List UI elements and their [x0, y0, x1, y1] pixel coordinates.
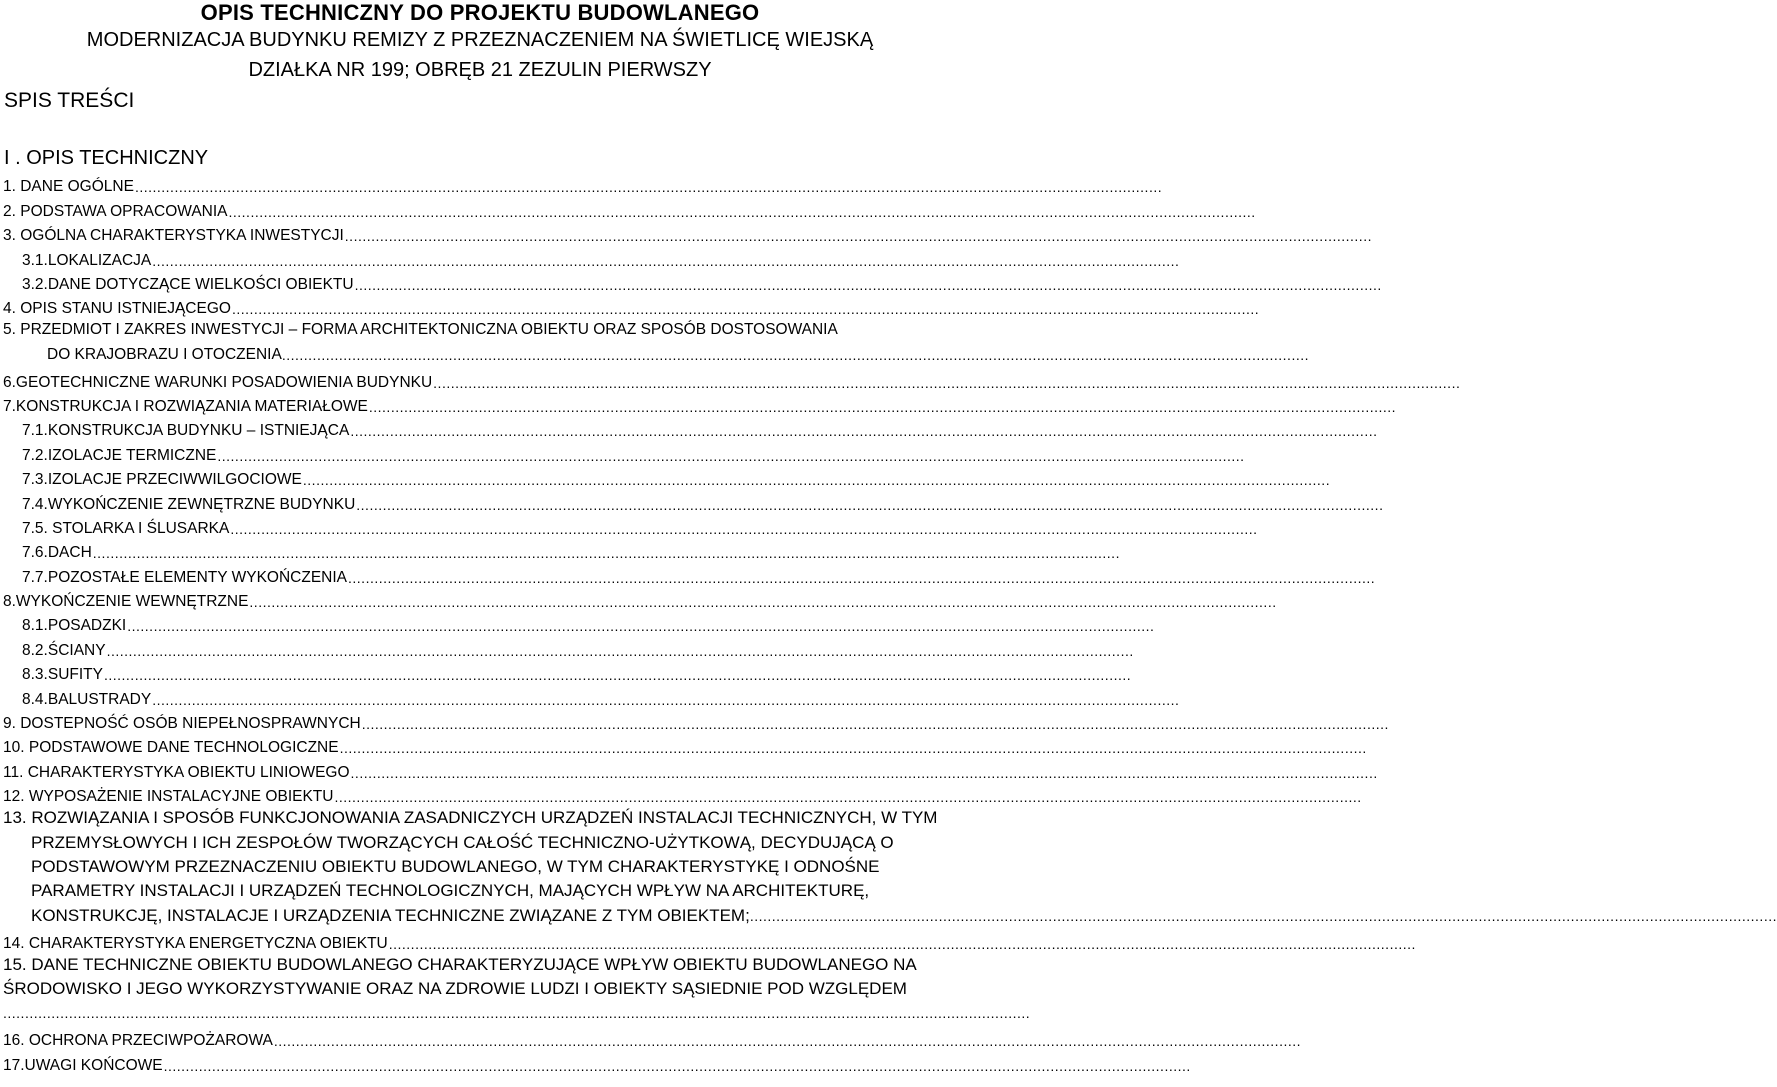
toc-leader-dots: .......................................................................................................................................................................................................................................... — [163, 1057, 1191, 1074]
toc-entry[interactable] — [0, 709, 1389, 733]
toc-entry-label: 1. DANE OGÓLNE — [3, 178, 134, 196]
toc-entry[interactable] — [0, 294, 1260, 318]
toc-entry[interactable] — [0, 514, 1258, 538]
toc-part-heading: I . OPIS TECHNICZNY — [4, 147, 209, 169]
toc-leader-dots: .......................................................................................................................................................................................................................................... — [749, 907, 1777, 924]
toc-entry-label: 7.7.POZOSTAŁE ELEMENTY WYKOŃCZENIA — [22, 568, 348, 586]
toc-entry-line: 15. DANE TECHNICZNE OBIEKTU BUDOWLANEGO CHARAKTERYZUJĄCE WPŁYW OBIEKTU BUDOWLANEGO NA — [3, 954, 917, 974]
toc-entry[interactable] — [0, 465, 1331, 489]
toc-leader-dots: .......................................................................................................................................................................................................................................... — [106, 642, 1134, 659]
toc-entry-label: 11. CHARAKTERYSTYKA OBIEKTU LINIOWEGO — [3, 763, 350, 781]
table-of-contents — [0, 172, 1777, 1075]
toc-heading: SPIS TREŚCI — [4, 89, 135, 112]
toc-entry[interactable] — [0, 1026, 1302, 1050]
toc-entry-label: 4. OPIS STANU ISTNIEJĄCEGO — [3, 300, 231, 318]
toc-entry[interactable] — [0, 221, 1372, 245]
toc-entry[interactable] — [0, 684, 1180, 708]
toc-leader-dots: .......................................................................................................................................................................................................................................... — [344, 228, 1372, 245]
toc-leader-dots: .......................................................................................................................................................................................................................................... — [354, 276, 1382, 293]
toc-leader-dots: .......................................................................................................................................................................................................................................... — [134, 179, 1163, 196]
toc-entry-multiline[interactable] — [0, 806, 1777, 928]
toc-leader-dots: .......................................................................................................................................................................................................................................... — [217, 447, 1245, 464]
toc-entry[interactable] — [0, 440, 1245, 464]
toc-entry-label: 8.WYKOŃCZENIE WEWNĘTRZNE — [3, 593, 249, 611]
toc-leader-dots: .......................................................................................................................................................................................................................................... — [127, 618, 1155, 635]
toc-leader-dots: .......................................................................................................................................................................................................................................... — [230, 520, 1258, 537]
toc-leader-dots: .......................................................................................................................................................................................................................................... — [152, 252, 1180, 269]
toc-leader-dots: .......................................................................................................................................................................................................................................... — [348, 569, 1376, 586]
toc-leader-dots: .......................................................................................................................................................................................................................................... — [152, 691, 1180, 708]
toc-entry-label: 7.6.DACH — [22, 544, 92, 562]
toc-entry-label: 16. OCHRONA PRZECIWPOŻAROWA — [3, 1032, 273, 1050]
toc-entry-label: 3. OGÓLNA CHARAKTERYSTYKA INWESTYCJI — [3, 227, 344, 245]
toc-entry-label: 8.3.SUFITY — [22, 666, 103, 684]
toc-entry[interactable] — [0, 538, 1120, 562]
toc-entry-line: 5. PRZEDMIOT I ZAKRES INWESTYCJI – FORMA ARCHITEKTONICZNA OBIEKTU ORAZ SPOSÓB DOSTOSOWANIA — [3, 321, 838, 339]
toc-leader-dots: .......................................................................................................................................................................................................................................... — [350, 764, 1378, 781]
toc-leader-dots: .......................................................................................................................................................................................................................................... — [228, 203, 1256, 220]
toc-entry[interactable] — [0, 392, 1397, 416]
toc-entry-label: 10. PODSTAWOWE DANE TECHNOLOGICZNE — [3, 739, 339, 757]
toc-entry-label: 17.UWAGI KOŃCOWE — [3, 1056, 163, 1074]
toc-leader-dots: .......................................................................................................................................................................................................................................... — [433, 374, 1461, 391]
toc-leader-dots: .......................................................................................................................................................................................................................................... — [368, 398, 1397, 415]
toc-entry-label: 3.1.LOKALIZACJA — [22, 251, 152, 269]
toc-leader-dots: .......................................................................................................................................................................................................................................... — [334, 789, 1362, 806]
toc-entry[interactable] — [0, 587, 1277, 611]
toc-leader-dots: .......................................................................................................................................................................................................................................... — [356, 496, 1384, 513]
toc-leader-dots: .......................................................................................................................................................................................................................................... — [92, 545, 1120, 562]
toc-entry-label: 7.2.IZOLACJE TERMICZNE — [22, 446, 217, 464]
toc-leader-dots: .......................................................................................................................................................................................................................................... — [388, 935, 1416, 952]
toc-entry[interactable] — [0, 660, 1132, 684]
toc-leader-dots: .......................................................................................................................................................................................................................................... — [302, 472, 1331, 489]
toc-entry-line: 13. ROZWIĄZANIA I SPOSÓB FUNKCJONOWANIA ZASADNICZYCH URZĄDZEŃ INSTALACJI TECHNICZNYCH, W TYM — [3, 808, 938, 828]
toc-entry[interactable] — [0, 416, 1378, 440]
document-title: OPIS TECHNICZNY DO PROJEKTU BUDOWLANEGO — [200, 0, 760, 25]
toc-entry-label: 9. DOSTEPNOŚĆ OSÓB NIEPEŁNOSPRAWNYCH — [3, 715, 361, 733]
toc-entry-label: 12. WYPOSAŻENIE INSTALACYJNE OBIEKTU — [3, 788, 334, 806]
toc-entry-line: DO KRAJOBRAZU I OTOCZENIA — [47, 345, 282, 363]
toc-entry-label: 8.2.ŚCIANY — [22, 641, 106, 659]
toc-entry-label: 14. CHARAKTERYSTYKA ENERGETYCZNA OBIEKTU — [3, 934, 388, 952]
toc-entry[interactable] — [0, 733, 1367, 757]
toc-entry[interactable] — [0, 562, 1376, 586]
toc-leader-dots: .......................................................................................................................................................................................................................................... — [361, 716, 1389, 733]
toc-entry[interactable] — [0, 1050, 1191, 1074]
toc-entry-label: 2. PODSTAWA OPRACOWANIA — [3, 202, 228, 220]
toc-leader-dots: .......................................................................................................................................................................................................................................... — [350, 423, 1378, 440]
toc-entry[interactable] — [0, 757, 1378, 781]
project-name: MODERNIZACJA BUDYNKU REMIZY Z PRZEZNACZENIEM NA ŚWIETLICĘ WIEJSKĄ — [86, 29, 874, 51]
toc-entry-label: 8.1.POSADZKI — [22, 617, 127, 635]
toc-entry-label: 3.2.DANE DOTYCZĄCE WIELKOŚCI OBIEKTU — [22, 275, 354, 293]
plot-location: DZIAŁKA NR 199; OBRĘB 21 ZEZULIN PIERWSZY — [248, 59, 712, 81]
toc-entry[interactable] — [0, 611, 1155, 635]
toc-entry[interactable] — [0, 270, 1382, 294]
toc-entry-last-line — [3, 343, 1310, 367]
toc-leader-dots: .......................................................................................................................................................................................................................................... — [339, 740, 1367, 757]
toc-entry-label: 7.KONSTRUKCJA I ROZWIĄZANIA MATERIAŁOWE — [3, 397, 368, 415]
toc-entry[interactable] — [0, 196, 1256, 220]
toc-entry[interactable] — [0, 172, 1163, 196]
toc-entry-label: 7.1.KONSTRUKCJA BUDYNKU – ISTNIEJĄCA — [22, 422, 350, 440]
toc-entry-multiline[interactable] — [0, 318, 1310, 367]
toc-entry-line: KONSTRUKCJĘ, INSTALACJE I URZĄDZENIA TECHNICZNE ZWIĄZANE Z TYM OBIEKTEM; — [31, 905, 750, 925]
toc-entry-line: ŚRODOWISKO I JEGO WYKORZYSTYWANIE ORAZ NA ZDROWIE LUDZI I OBIEKTY SĄSIEDNIE POD WZGLĘDEM — [3, 979, 907, 999]
toc-leader-dots: .......................................................................................................................................................................................................................................... — [281, 346, 1310, 363]
toc-entry[interactable] — [0, 635, 1134, 659]
toc-entry[interactable] — [0, 489, 1384, 513]
toc-entry[interactable] — [0, 928, 1416, 952]
toc-leader-dots: .......................................................................................................................................................................................................................................... — [273, 1033, 1302, 1050]
toc-leader-dots: .......................................................................................................................................................................................................................................... — [103, 667, 1132, 684]
toc-leader-dots: .......................................................................................................................................................................................................................................... — [231, 301, 1260, 318]
toc-entry[interactable] — [0, 245, 1180, 269]
toc-entry-label: 7.4.WYKOŃCZENIE ZEWNĘTRZNE BUDYNKU — [22, 495, 356, 513]
toc-entry-line: PRZEMYSŁOWYCH I ICH ZESPOŁÓW TWORZĄCYCH CAŁOŚĆ TECHNICZNO-UŻYTKOWĄ, DECYDUJĄCĄ O — [31, 832, 894, 852]
toc-entry[interactable] — [0, 782, 1362, 806]
toc-entry-label: 7.5. STOLARKA I ŚLUSARKA — [22, 519, 230, 537]
toc-entry-multiline[interactable] — [0, 953, 1031, 1026]
toc-entry-line: PARAMETRY INSTALACJI I URZĄDZEŃ TECHNOLOGICZNYCH, MAJĄCYCH WPŁYW NA ARCHITEKTURĘ, — [31, 881, 870, 901]
toc-entry-label: 7.3.IZOLACJE PRZECIWWILGOCIOWE — [22, 471, 302, 489]
toc-entry-last-line — [3, 904, 1777, 928]
toc-leader-dots: .......................................................................................................................................................................................................................................... — [249, 594, 1277, 611]
toc-entry[interactable] — [0, 367, 1461, 391]
toc-entry-label: 6.GEOTECHNICZNE WARUNKI POSADOWIENIA BUDYNKU — [3, 373, 433, 391]
toc-entry-label: 8.4.BALUSTRADY — [22, 690, 152, 708]
toc-entry-line: PODSTAWOWYM PRZEZNACZENIU OBIEKTU BUDOWLANEGO, W TYM CHARAKTERYSTYKĘ I ODNOŚNE — [31, 857, 880, 876]
toc-leader-dots: .......................................................................................................................................................................................................................................... — [3, 1005, 1031, 1022]
